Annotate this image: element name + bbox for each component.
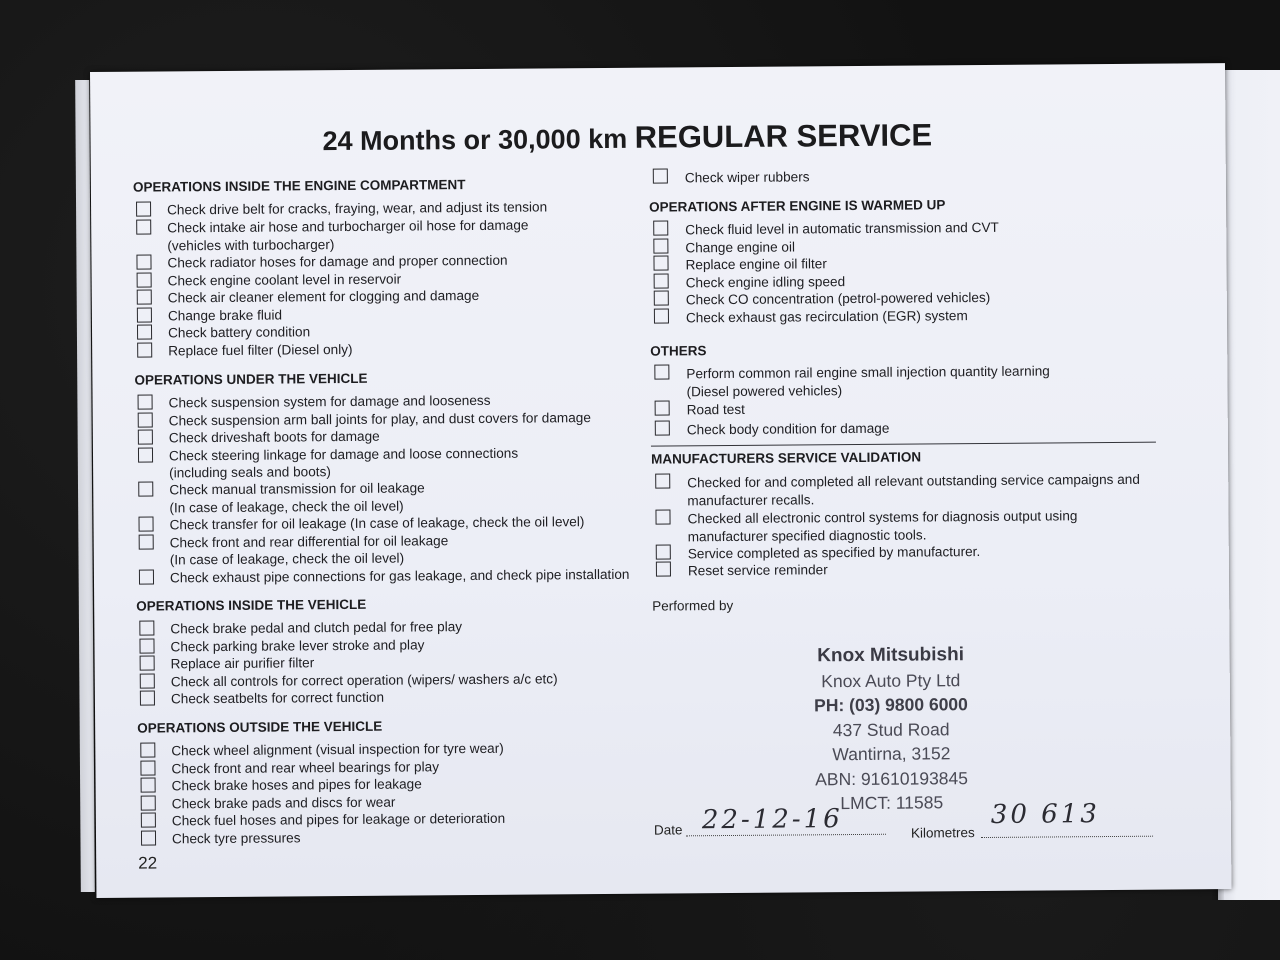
checklist-item: Check manual transmission for oil leakage [169, 480, 425, 498]
performed-by-label: Performed by [652, 597, 734, 614]
checklist-item-note: (vehicles with turbocharger) [167, 237, 335, 254]
checkbox[interactable] [136, 220, 151, 235]
checklist-item: Check air cleaner element for clogging and damage [167, 287, 480, 306]
checkbox[interactable] [654, 273, 669, 288]
checklist-item-note: (In case of leakage, check the oil level) [169, 498, 404, 516]
checkbox[interactable] [140, 691, 155, 706]
checklist-item: Check wiper rubbers [684, 169, 810, 186]
checkbox[interactable] [137, 325, 152, 340]
section-engine-warmed-up: OPERATIONS AFTER ENGINE IS WARMED UP [649, 197, 946, 215]
checkbox[interactable] [141, 813, 156, 828]
stamp-street: 437 Stud Road [832, 718, 950, 740]
checkbox[interactable] [656, 561, 671, 576]
checklist-item: Check exhaust gas recirculation (EGR) system [685, 308, 968, 326]
checkbox[interactable] [136, 255, 151, 270]
checklist-item: Check all controls for correct operation (wipers/ washers a/c etc) [170, 671, 558, 690]
checkbox[interactable] [653, 255, 668, 270]
section-outside-vehicle: OPERATIONS OUTSIDE THE VEHICLE [137, 718, 383, 736]
checklist-item: Check driveshaft boots for damage [168, 428, 380, 446]
checklist-item: Check brake pedal and clutch pedal for free play [170, 619, 463, 637]
checklist-item: Check radiator hoses for damage and proper connection [167, 252, 508, 271]
checklist-item: Check engine idling speed [685, 274, 846, 291]
checklist-item: Check body condition for damage [686, 420, 890, 438]
checklist-item: Check brake pads and discs for wear [171, 794, 396, 812]
title-prefix: 24 Months or 30,000 km [322, 123, 628, 157]
checkbox[interactable] [654, 308, 669, 323]
section-others: OTHERS [650, 343, 707, 359]
page-number: 22 [138, 853, 158, 873]
checkbox[interactable] [137, 273, 152, 288]
stamp-company: Knox Auto Pty Ltd [821, 669, 961, 691]
checkbox[interactable] [655, 400, 670, 415]
checklist-item: Check fuel hoses and pipes for leakage or deterioration [171, 810, 506, 829]
checkbox[interactable] [137, 308, 152, 323]
checklist-item: Check wheel alignment (visual inspection for tyre wear) [171, 740, 504, 759]
checklist-item: Replace engine oil filter [685, 256, 827, 273]
checklist-item: Check CO concentration (petrol-powered vehicles) [685, 289, 991, 308]
checklist-item: Reset service reminder [687, 562, 828, 579]
handwritten-kilometres[interactable]: 30 613 [990, 799, 1100, 830]
checkbox[interactable] [140, 656, 155, 671]
stamp-abn: ABN: 91610193845 [815, 767, 969, 789]
checklist-item: Change brake fluid [167, 307, 283, 324]
checklist-item: Check suspension system for damage and looseness [168, 392, 491, 411]
checklist-item: Checked all electronic control systems for diagnosis output using [687, 508, 1078, 527]
checkbox[interactable] [653, 220, 668, 235]
checklist-item: Check intake air hose and turbocharger oil hose for damage [167, 217, 529, 236]
checklist-item: Check front and rear wheel bearings for play [171, 759, 440, 777]
checkbox[interactable] [138, 395, 153, 410]
checkbox[interactable] [655, 509, 670, 524]
checklist-item: Road test [686, 401, 745, 418]
checklist-item: Check exhaust pipe connections for gas leakage, and check pipe installation [169, 566, 630, 586]
checkbox[interactable] [656, 544, 671, 559]
checkbox[interactable] [654, 290, 669, 305]
checklist-item: Service completed as specified by manufacturer. [687, 544, 981, 562]
checkbox[interactable] [141, 778, 156, 793]
checklist-item: Check front and rear differential for oil leakage [169, 533, 449, 551]
checklist-item: Check brake hoses and pipes for leakage [171, 776, 422, 794]
checkbox[interactable] [654, 364, 669, 379]
checklist-item: Checked for and completed all relevant outstanding service campaigns and [687, 471, 1140, 491]
checkbox[interactable] [138, 413, 153, 428]
checkbox[interactable] [138, 517, 153, 532]
checklist-item: Replace air purifier filter [170, 655, 315, 672]
checkbox[interactable] [655, 420, 670, 435]
checkbox[interactable] [655, 473, 670, 488]
section-engine-compartment: OPERATIONS INSIDE THE ENGINE COMPARTMENT [132, 177, 466, 195]
checkbox[interactable] [139, 535, 154, 550]
checklist-item: Check engine coolant level in reservoir [167, 271, 402, 289]
date-label: Date [653, 822, 683, 838]
checkbox[interactable] [139, 621, 154, 636]
checklist-item: Check steering linkage for damage and loose connections [168, 445, 519, 464]
checklist-item-note: (Diesel powered vehicles) [686, 383, 843, 400]
stamp-lmct: LMCT: 11585 [840, 792, 944, 814]
checklist-item-note: (In case of leakage, check the oil level) [169, 550, 405, 568]
dealer-stamp [771, 643, 1012, 816]
section-under-vehicle: OPERATIONS UNDER THE VEHICLE [134, 370, 368, 388]
handwritten-date[interactable]: 22-12-16 [701, 804, 843, 836]
checkbox[interactable] [137, 290, 152, 305]
checkbox[interactable] [137, 343, 152, 358]
checkbox[interactable] [138, 448, 153, 463]
checkbox[interactable] [139, 639, 154, 654]
checkbox[interactable] [140, 743, 155, 758]
checklist-item-note: (including seals and boots) [169, 464, 331, 481]
section-inside-vehicle: OPERATIONS INSIDE THE VEHICLE [136, 596, 367, 614]
checkbox[interactable] [653, 238, 668, 253]
title-suffix: REGULAR SERVICE [634, 117, 933, 155]
checklist-item: Check fluid level in automatic transmission and CVT [685, 219, 999, 238]
service-page [90, 63, 1231, 898]
checkbox[interactable] [138, 430, 153, 445]
page-title [322, 117, 982, 158]
checkbox[interactable] [653, 168, 668, 183]
stamp-dealer-name: Knox Mitsubishi [817, 644, 965, 667]
checkbox[interactable] [139, 570, 154, 585]
section-manufacturers-validation: MANUFACTURERS SERVICE VALIDATION [650, 449, 922, 467]
checklist-item: Check transfer for oil leakage (In case of leakage, check the oil level) [169, 514, 585, 533]
checklist-item: Change engine oil [685, 239, 796, 256]
kilometres-label: Kilometres [910, 825, 975, 841]
checklist-item: Check drive belt for cracks, fraying, wear, and adjust its tension [167, 199, 548, 218]
checkbox[interactable] [140, 674, 155, 689]
checklist-item: Check parking brake lever stroke and play [170, 637, 425, 655]
checklist-item-note: manufacturer recalls. [687, 492, 815, 509]
checkbox[interactable] [136, 202, 151, 217]
checkbox[interactable] [141, 831, 156, 846]
checkbox[interactable] [140, 761, 155, 776]
stamp-phone: PH: (03) 9800 6000 [814, 694, 968, 716]
checklist-item: Check seatbelts for correct function [170, 689, 385, 707]
checklist-item: Check battery condition [167, 324, 311, 341]
divider-line [651, 442, 1156, 447]
checkbox[interactable] [138, 482, 153, 497]
km-dotted-line [981, 835, 1153, 838]
checklist-item: Check suspension arm ball joints for play, and dust covers for damage [168, 410, 591, 429]
checklist-item: Perform common rail engine small injection quantity learning [686, 363, 1050, 382]
checkbox[interactable] [141, 796, 156, 811]
checklist-item-note: manufacturer specified diagnostic tools. [687, 527, 927, 545]
checklist-item: Check tyre pressures [171, 830, 301, 847]
checklist-item: Replace fuel filter (Diesel only) [168, 341, 353, 359]
stamp-suburb: Wantirna, 3152 [832, 743, 951, 765]
